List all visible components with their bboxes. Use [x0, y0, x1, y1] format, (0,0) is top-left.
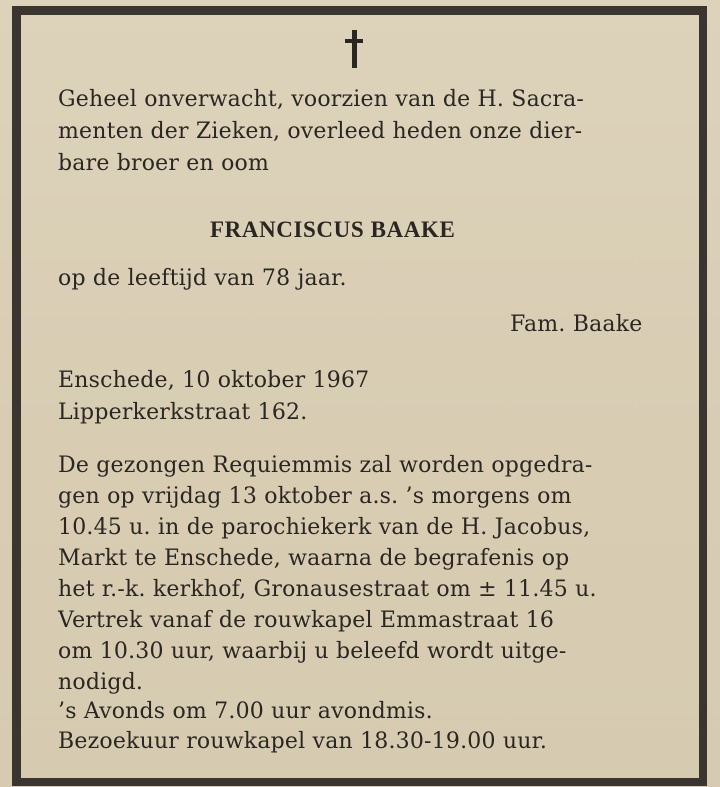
latin-cross-icon: [345, 30, 363, 68]
intro-line-1: Geheel onverwacht, voorzien van de H. Sacra-: [58, 87, 585, 112]
evening-mass-line: ’s Avonds om 7.00 uur avondmis.: [58, 699, 433, 724]
age-line: op de leeftijd van 78 jaar.: [58, 266, 347, 291]
service-line-4: Markt te Enschede, waarna de begrafenis op: [58, 546, 570, 571]
service-line-7: om 10.30 uur, waarbij u beleefd wordt uitge-: [58, 639, 567, 664]
service-line-8: nodigd.: [58, 670, 144, 695]
service-line-1: De gezongen Requiemmis zal worden opgedra-: [58, 453, 593, 478]
address: Lipperkerkstraat 162.: [58, 400, 308, 425]
service-line-6: Vertrek vanaf de rouwkapel Emmastraat 16: [58, 608, 555, 633]
deceased-name: FRANCISCUS BAAKE: [210, 217, 456, 242]
service-line-5: het r.-k. kerkhof, Gronausestraat om ± 11.45 u.: [58, 577, 597, 602]
intro-line-3: bare broer en oom: [58, 151, 270, 176]
family-signature: Fam. Baake: [510, 312, 643, 337]
visiting-hours-line: Bezoekuur rouwkapel van 18.30-19.00 uur.: [58, 729, 548, 754]
service-line-2: gen op vrijdag 13 oktober a.s. ’s morgens om: [58, 484, 572, 509]
place-date: Enschede, 10 oktober 1967: [58, 368, 370, 393]
service-line-3: 10.45 u. in de parochiekerk van de H. Jacobus,: [58, 515, 591, 540]
intro-line-2: menten der Zieken, overleed heden onze dier-: [58, 119, 583, 144]
